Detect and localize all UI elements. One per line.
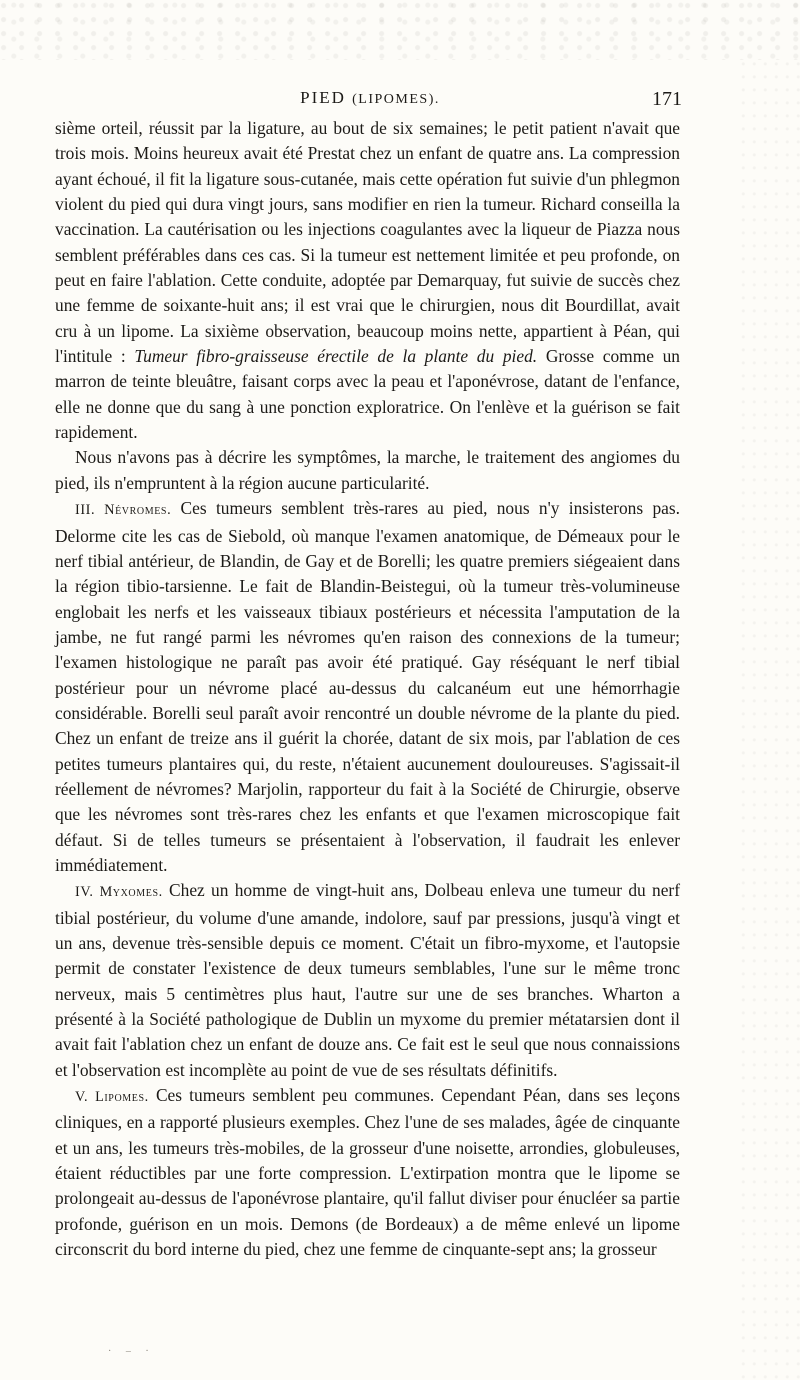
page-number: 171 [652, 88, 682, 110]
paragraph-lipomes [55, 1083, 680, 1262]
paragraph-angiomes-cont [55, 116, 680, 445]
paragraph-myxomes [55, 878, 680, 1083]
body-text [55, 116, 680, 1262]
paragraph-symptomes: Nous n'avons pas à décrire les symptômes, la marche, le traitement des angiomes du pied, ils n'empruntent à la région aucune particularité. [55, 447, 680, 493]
top-edge-noise [0, 0, 800, 60]
paragraph-nevromes [55, 496, 680, 878]
section-heading-nevromes: III. Névromes. [75, 502, 172, 519]
p1-text: sième orteil, réussit par la ligature, au bout de six semaines; le petit patient n'avait que trois mois. Moins heureux avait été Prestat chez un enfant de quatre ans. La compression ayant échoué, il fit la ligature sous-cutanée, mais cette opération fut suivie d'un phlegmon violent du pied qui dura vingt jours, sans modifier en rien la tumeur. Richard conseilla la vaccination. La cautérisation ou les injections coagulantes avec la liqueur de Piazza nous semblent préférables dans ces cas. Si la tumeur est nettement limitée et peu profonde, on peut en faire l'ablation. Cette conduite, adoptée par Demarquay, fut suivie de succès chez une femme de soixante-huit ans; il est vrai que le chirurgien, nous dit Bourdillat, avait cru à un lipome. La sixième observation, beaucoup moins nette, appartient à Péan, qui l'intitule : [55, 118, 680, 367]
running-title-main: PIED [300, 88, 346, 107]
running-title-paren: (LIPOMES). [352, 92, 440, 107]
running-header [58, 88, 682, 114]
section-heading-myxomes: IV. Myxomes. [75, 884, 163, 901]
p5-text: Ces tumeurs semblent peu communes. Cependant Péan, dans ses leçons cliniques, en a rapporté plusieurs exemples. Chez l'une de ses malades, âgée de cinquante et un ans, les tumeurs très-mobiles, de la grosseur d'une noisette, arrondies, globuleuses, étaient réductibles par une forte compression. L'extirpation montra que le lipome se prolongeait au-dessus de l'aponévrose plantaire, qu'il fallut diviser pour énucléer sa partie profonde, guérison en un mois. Demons (de Bordeaux) a de même enlevé un lipome circonscrit du bord interne du pied, chez une femme de cinquante-sept ans; la grosseur [55, 1085, 680, 1260]
p4-text: Chez un homme de vingt-huit ans, Dolbeau enleva une tumeur du nerf tibial postérieur, du volume d'une amande, indolore, sauf par pressions, jusqu'à vingt et un ans, devenue très-sensible depuis ce moment. C'était un fibro-myxome, et l'autopsie permit de constater l'existence de deux tumeurs semblables, l'une sur le même tronc nerveux, mais 5 centimètres plus haut, l'autre sur une de ses branches. Wharton a présenté à la Société pathologique de Dublin un myxome du premier métatarsien dont il avait fait l'ablation chez un enfant de douze ans. Ce fait est le seul que nous connaissions et l'observation est incomplète au point de vue de ses résultats définitifs. [55, 880, 680, 1080]
p1-italic-title: Tumeur fibro-graisseuse érectile de la plante du pied. [134, 346, 538, 367]
p1-end: Grosse comme un marron de teinte bleuâtre, faisant corps avec la peau et l'aponévrose, datant de l'enfance, elle ne donne que du sang à une ponction exploratrice. On l'enlève et la guérison se fait rapidement. [55, 346, 681, 443]
footer-scan-mark: · – · [108, 1346, 155, 1357]
running-title [58, 88, 682, 108]
section-heading-lipomes: V. Lipomes. [75, 1089, 149, 1106]
margin-noise [740, 60, 800, 1380]
p3-text: Ces tumeurs semblent très-rares au pied, nous n'y insisterons pas. Delorme cite les cas de Siebold, où manque l'examen anatomique, de Démeaux pour le nerf tibial antérieur, de Blandin, de Gay et de Borelli; les quatre premiers siégeaient dans la région tibio-tarsienne. Le fait de Blandin-Beistegui, où la tumeur très-volumineuse englobait les nerfs et les vaisseaux tibiaux postérieurs et nécessita l'amputation de la jambe, ne fut rangé parmi les névromes qu'en raison des connexions de la tumeur; l'examen histologique ne paraît pas avoir été pratiqué. Gay réséquant le nerf tibial postérieur pour un névrome placé au-dessus du calcanéum eut une hémorrhagie considérable. Borelli seul paraît avoir rencontré un double névrome de la plante du pied. Chez un enfant de treize ans il guérit la chorée, datant de six mois, par l'ablation de ces petites tumeurs plantaires qui, du reste, n'étaient aucunement douloureuses. S'agissait-il réellement de névromes? Marjolin, rapporteur du fait à la Société de Chirurgie, observe que les névromes sont très-rares chez les enfants et que l'examen microscopique fait défaut. Si de telles tumeurs se présentaient à l'observation, il faudrait les enlever immédiatement. [55, 498, 680, 875]
